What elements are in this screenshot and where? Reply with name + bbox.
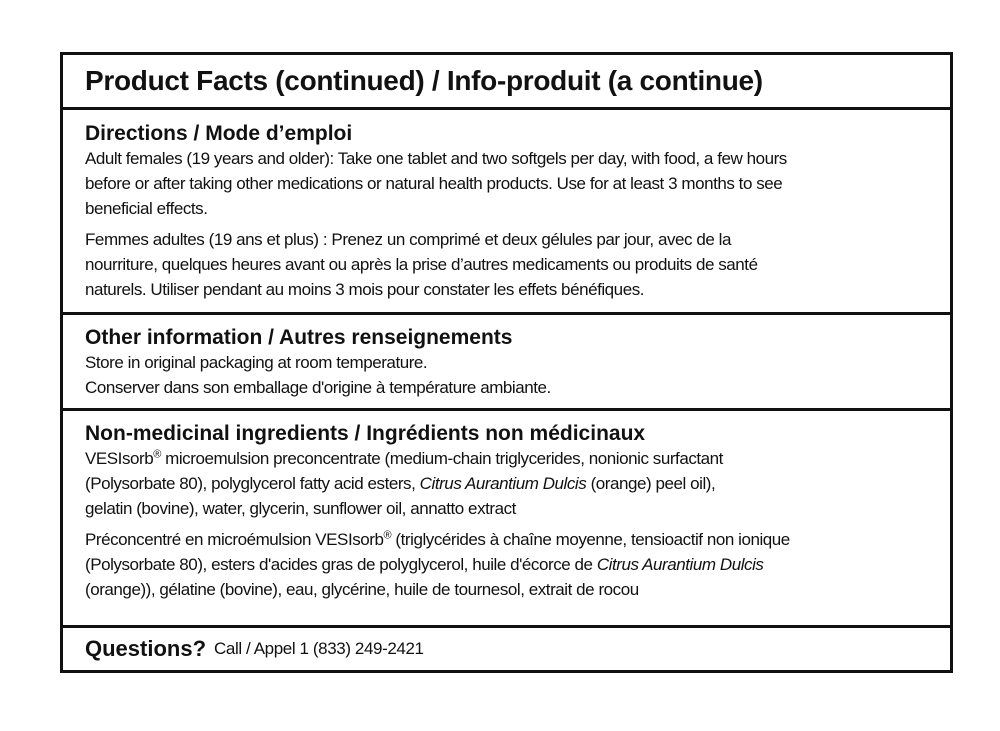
panel-title: Product Facts (continued) / Info-produit (a continue) <box>85 65 763 96</box>
directions-en-line: beneficial effects. <box>85 199 208 218</box>
non-medicinal-heading: Non-medicinal ingredients / Ingrédients non médicinaux <box>85 422 646 445</box>
ingredients-en-line <box>85 446 940 471</box>
ingredients-text: (orange) peel oil), <box>586 474 716 493</box>
title-section <box>63 55 950 107</box>
ingredients-fr-line <box>85 552 940 577</box>
directions-fr-line: nourriture, quelques heures avant ou après la prise d’autres medicaments ou produits de santé <box>85 255 758 274</box>
other-information-heading: Other information / Autres renseignements <box>85 326 513 349</box>
directions-english <box>85 146 940 221</box>
brand-name: VESIsorb <box>85 449 154 468</box>
brand-name: Préconcentré en microémulsion VESIsorb <box>85 530 384 549</box>
directions-french <box>85 227 940 302</box>
product-facts-panel <box>60 52 953 673</box>
ingredients-french <box>85 527 940 602</box>
botanical-name: Citrus Aurantium Dulcis <box>596 555 764 574</box>
ingredients-english <box>85 446 940 521</box>
ingredients-text: (Polysorbate 80), polyglycerol fatty acid esters, <box>85 474 420 493</box>
ingredients-en-line <box>85 471 940 496</box>
registered-mark: ® <box>153 448 161 461</box>
directions-fr-line: naturels. Utiliser pendant au moins 3 mois pour constater les effets bénéfiques. <box>85 280 645 299</box>
directions-fr-line: Femmes adultes (19 ans et plus) : Prenez un comprimé et deux gélules par jour, avec de la <box>85 230 731 249</box>
directions-heading: Directions / Mode d’emploi <box>85 122 353 145</box>
ingredients-text: (Polysorbate 80), esters d'acides gras de polyglycerol, huile d'écorce de <box>85 555 597 574</box>
directions-en-line: Adult females (19 years and older): Take one tablet and two softgels per day, with food, a few hours <box>85 149 787 168</box>
ingredients-text: (triglycérides à chaîne moyenne, tensioactif non ionique <box>391 530 790 549</box>
ingredients-fr-line: (orange)), gélatine (bovine), eau, glycérine, huile de tournesol, extrait de rocou <box>85 580 639 599</box>
botanical-name: Citrus Aurantium Dulcis <box>419 474 587 493</box>
other-information-section <box>63 312 950 408</box>
directions-en-line: before or after taking other medications or natural health products. Use for at least 3 months to see <box>85 174 783 193</box>
storage-english: Store in original packaging at room temperature. <box>85 353 428 372</box>
ingredients-fr-line <box>85 527 940 552</box>
registered-mark: ® <box>383 529 392 542</box>
storage-french: Conserver dans son emballage d'origine à température ambiante. <box>85 378 551 397</box>
non-medicinal-ingredients-section <box>63 408 950 625</box>
directions-section <box>63 107 950 312</box>
questions-phone: Call / Appel 1 (833) 249-2421 <box>214 639 424 658</box>
ingredients-en-line: gelatin (bovine), water, glycerin, sunflower oil, annatto extract <box>85 499 516 518</box>
ingredients-text: microemulsion preconcentrate (medium-chain triglycerides, nonionic surfactant <box>160 449 723 468</box>
questions-label: Questions? <box>85 636 207 661</box>
questions-section <box>63 625 950 670</box>
